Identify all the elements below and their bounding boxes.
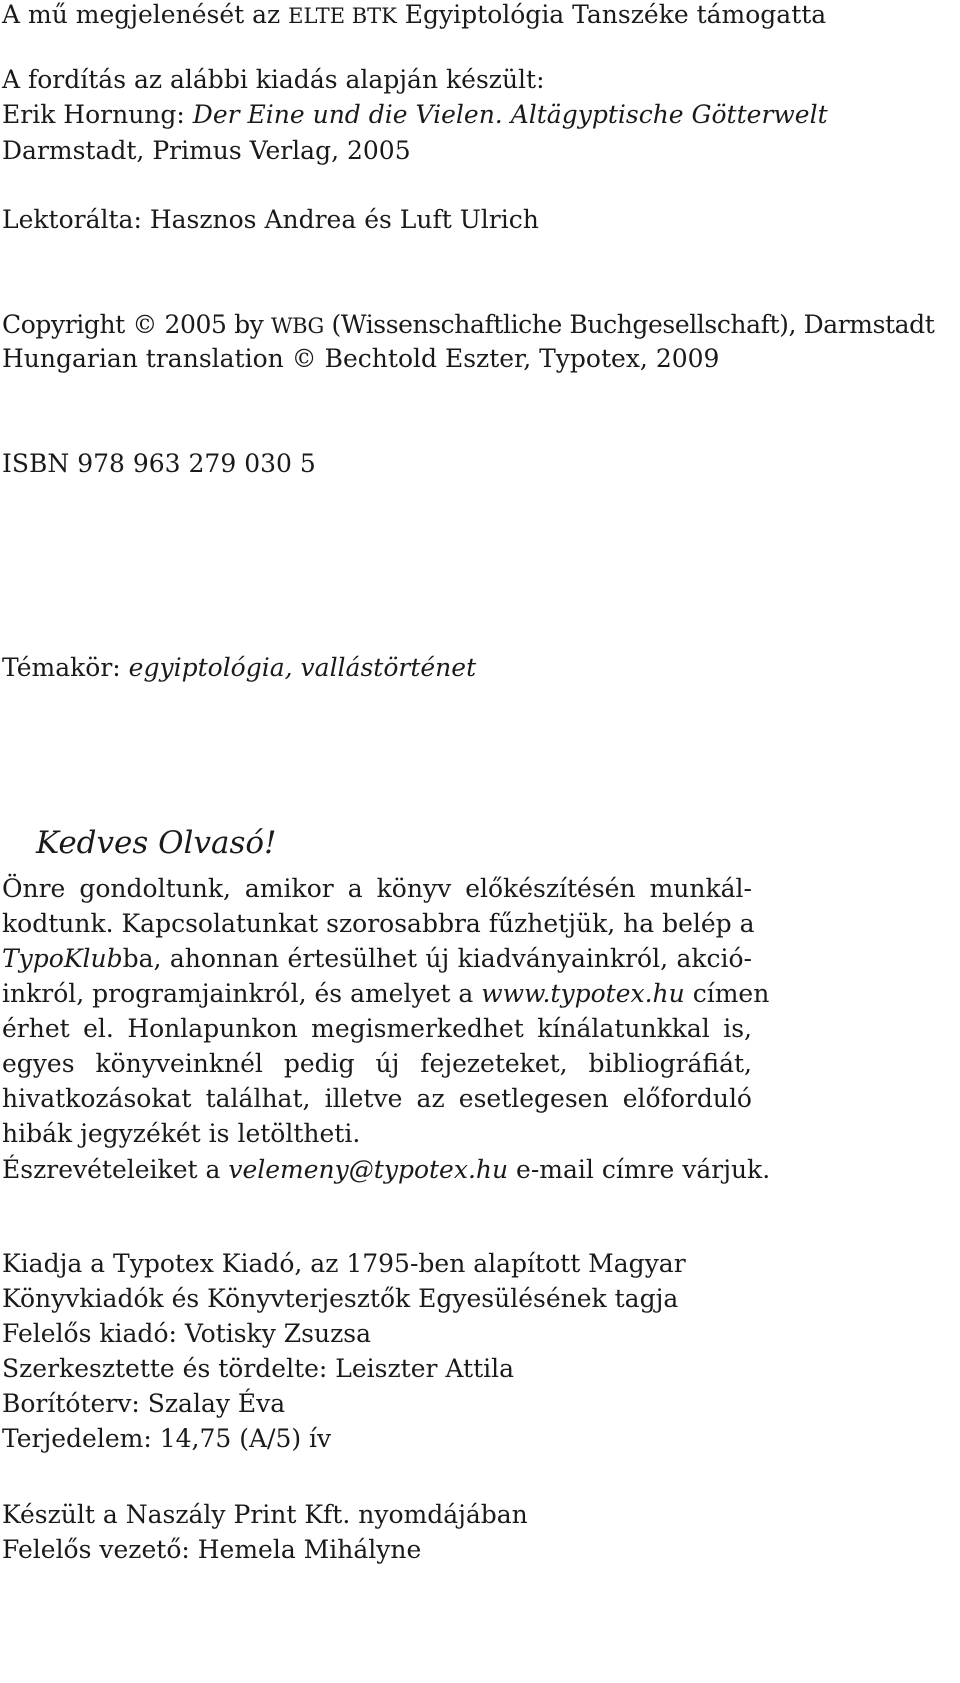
- email-link[interactable]: velemeny@typotex.hu: [228, 1155, 509, 1184]
- reviewers: Lektorálta: Hasznos Andrea és Luft Ulrich: [2, 205, 539, 234]
- reader-note-line: kodtunk. Kapcsolatunkat szorosabbra fűzhetjük, ha belép a: [2, 909, 755, 938]
- source-edition-publisher: Darmstadt, Primus Verlag, 2005: [2, 136, 411, 165]
- website-link[interactable]: www.typotex.hu: [481, 979, 685, 1008]
- copyright-translation: Hungarian translation © Bechtold Eszter, Typotex, 2009: [2, 344, 720, 373]
- publisher-info-line: Borítóterv: Szalay Éva: [2, 1389, 286, 1418]
- source-edition-intro: A fordítás az alábbi kiadás alapján készült:: [2, 65, 545, 94]
- copyright-original: Copyright © 2005 by WBG (Wissenschaftliche Buchgesellschaft), Darmstadt: [2, 310, 935, 339]
- isbn: ISBN 978 963 279 030 5: [2, 449, 316, 478]
- topic: Témakör: egyiptológia, vallástörténet: [2, 653, 477, 682]
- reader-note-line: TypoKlubba, ahonnan értesülhet új kiadványainkról, akció-: [2, 944, 752, 973]
- publisher-info-line: Felelős kiadó: Votisky Zsuzsa: [2, 1319, 371, 1348]
- support-note: A mű megjelenését az ELTE BTK Egyiptológia Tanszéke támogatta: [2, 0, 827, 29]
- reader-note-line: inkról, programjainkról, és amelyet a www.typotex.hu címen: [2, 979, 770, 1008]
- publisher-info-line: Terjedelem: 14,75 (A/5) ív: [2, 1424, 332, 1453]
- reader-note-line: érhet el. Honlapunkon megismerkedhet kínálatunkkal is,: [2, 1014, 752, 1043]
- reader-note-line: Észrevételeiket a velemeny@typotex.hu e-mail címre várjuk.: [2, 1155, 771, 1184]
- publisher-info-line: Kiadja a Typotex Kiadó, az 1795-ben alapított Magyar: [2, 1249, 686, 1278]
- publisher-info-line: Könyvkiadók és Könyvterjesztők Egyesülésének tagja: [2, 1284, 679, 1313]
- reader-note-line: egyes könyveinknél pedig új fejezeteket, bibliográfiát,: [2, 1049, 752, 1078]
- reader-note-line: hivatkozásokat találhat, illetve az esetlegesen előforduló: [2, 1084, 752, 1113]
- printing-info-line: Felelős vezető: Hemela Mihályne: [2, 1535, 422, 1564]
- reader-greeting: Kedves Olvasó!: [36, 825, 277, 861]
- reader-note-line: hibák jegyzékét is letöltheti.: [2, 1119, 361, 1148]
- publisher-info-line: Szerkesztette és tördelte: Leiszter Attila: [2, 1354, 515, 1383]
- source-edition-title: Erik Hornung: Der Eine und die Vielen. Altägyptische Götterwelt: [2, 100, 828, 129]
- printing-info-line: Készült a Naszály Print Kft. nyomdájában: [2, 1500, 528, 1529]
- reader-note-line: Önre gondoltunk, amikor a könyv előkészítésén munkál-: [2, 874, 752, 903]
